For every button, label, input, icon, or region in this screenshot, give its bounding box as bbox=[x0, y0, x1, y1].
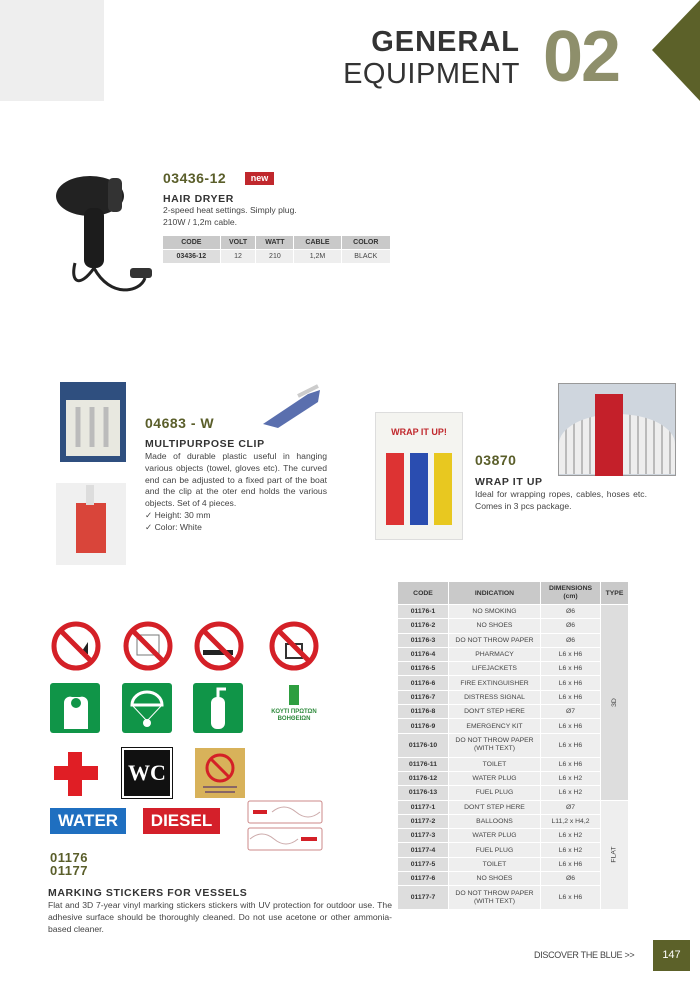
fuel-plug-sticker bbox=[143, 808, 220, 834]
cell: L6 x H6 bbox=[541, 719, 600, 732]
cell: 1,2M bbox=[294, 250, 340, 263]
clip-photo-image bbox=[258, 384, 326, 430]
cell: 01176-6 bbox=[398, 676, 448, 689]
cell: 01176-8 bbox=[398, 705, 448, 718]
cell: TOILET bbox=[449, 758, 540, 771]
cell: 01177-3 bbox=[398, 829, 448, 842]
water-label: WATER bbox=[57, 811, 119, 830]
table-row bbox=[398, 858, 628, 871]
cell: L6 x H6 bbox=[541, 734, 600, 757]
col-header: CODE bbox=[163, 236, 220, 249]
type-label: 3D bbox=[610, 697, 618, 707]
cell: Ø6 bbox=[541, 605, 600, 618]
cell: Ø6 bbox=[541, 634, 600, 647]
cell: 01177-1 bbox=[398, 801, 448, 814]
title-bold: GENERAL bbox=[371, 26, 520, 58]
pharmacy-cross-icon bbox=[50, 748, 102, 800]
cell: 01176-7 bbox=[398, 691, 448, 704]
section-number: 02 bbox=[543, 17, 620, 97]
hair-dryer-spec-table bbox=[162, 235, 391, 264]
cell: LIFEJACKETS bbox=[449, 662, 540, 675]
cell: NO SMOKING bbox=[449, 605, 540, 618]
clip-desc: Made of durable plastic useful in hanging various objects (towel, gloves etc). The curved end can be adjusted to a fixed part of the boat and the clip at the oter end holds the various objects. Set of 4 pieces. bbox=[145, 451, 327, 509]
cell: DO NOT THROW PAPER (WITH TEXT) bbox=[449, 886, 540, 909]
feature-text: Color: White bbox=[154, 522, 202, 532]
col-header: TYPE bbox=[601, 582, 628, 604]
clip-feature-color: ✓ Color: White bbox=[145, 522, 202, 532]
wrap-package-image bbox=[375, 412, 463, 540]
cell: WATER PLUG bbox=[449, 829, 540, 842]
cell: 01177-6 bbox=[398, 872, 448, 885]
diesel-label: DIESEL bbox=[150, 811, 213, 830]
cell: L6 x H2 bbox=[541, 786, 600, 799]
cell: BALLOONS bbox=[449, 815, 540, 828]
cell: L11,2 x H4,2 bbox=[541, 815, 600, 828]
type-label: FLAT bbox=[611, 846, 618, 864]
cell: L6 x H6 bbox=[541, 858, 600, 871]
balloons-sticker-icon bbox=[247, 800, 323, 852]
cell: NO SHOES bbox=[449, 619, 540, 632]
table-row bbox=[398, 605, 628, 618]
table-row bbox=[398, 886, 628, 909]
cell: DO NOT THROW PAPER (WITH TEXT) bbox=[449, 734, 540, 757]
table-row bbox=[398, 691, 628, 704]
table-row bbox=[398, 734, 628, 757]
cell: 01176-11 bbox=[398, 758, 448, 771]
lifejacket-sign-icon bbox=[50, 683, 102, 735]
stickers-desc: Flat and 3D 7-year vinyl marking stickers stickers with UV protection for outdoor use. The adhesive surface should be thoroughly cleaned. Do not use acetone or other ammonia-based cleaner. bbox=[48, 900, 392, 934]
table-row bbox=[398, 786, 628, 799]
cell: L6 x H6 bbox=[541, 691, 600, 704]
stickers-spec-table bbox=[397, 581, 629, 910]
title-light: EQUIPMENT bbox=[343, 58, 520, 90]
page-title bbox=[343, 26, 520, 90]
cell: 01176-1 bbox=[398, 605, 448, 618]
stickers-title: MARKING STICKERS FOR VESSELS bbox=[48, 887, 248, 899]
clip-gloves-image bbox=[56, 483, 126, 565]
no-paper-sign-icon bbox=[122, 620, 174, 672]
cell: 03436-12 bbox=[163, 250, 220, 263]
table-row bbox=[163, 250, 390, 263]
water-plug-sticker bbox=[50, 808, 126, 834]
no-smoking-sign-icon bbox=[193, 620, 245, 672]
table-row bbox=[398, 801, 628, 814]
table-row bbox=[398, 758, 628, 771]
corner-block bbox=[0, 0, 104, 101]
desc-line: 2-speed heat settings. Simply plug. bbox=[163, 205, 297, 215]
hair-dryer-title: HAIR DRYER bbox=[163, 193, 234, 205]
cell: Ø6 bbox=[541, 872, 600, 885]
desc-line: 210W / 1,2m cable. bbox=[163, 216, 238, 227]
wc-label: WC bbox=[128, 760, 166, 785]
col-header: CABLE bbox=[294, 236, 340, 249]
table-row bbox=[398, 772, 628, 785]
stickers-code-2: 01177 bbox=[50, 863, 88, 878]
cell: 01176-10 bbox=[398, 734, 448, 757]
fire-extinguisher-sign-icon bbox=[193, 683, 245, 735]
stickers-code-1: 01176 bbox=[50, 850, 88, 865]
cell: 01177-2 bbox=[398, 815, 448, 828]
new-badge: new bbox=[245, 172, 274, 185]
col-header: CODE bbox=[398, 582, 448, 604]
col-header: DIMENSIONS (cm) bbox=[541, 582, 600, 604]
hair-dryer-desc bbox=[163, 205, 297, 229]
col-header: INDICATION bbox=[449, 582, 540, 604]
table-row bbox=[398, 648, 628, 661]
first-aid-label: ΚΟΥΤΙ ΠΡΩΤΩΝ ΒΟΗΘΕΙΩΝ bbox=[271, 709, 317, 722]
distress-signal-sign-icon bbox=[122, 683, 174, 735]
clip-feature-height: ✓ Height: 30 mm bbox=[145, 510, 211, 520]
cell: 210 bbox=[256, 250, 293, 263]
table-row bbox=[398, 719, 628, 732]
sticker-gallery bbox=[50, 620, 325, 850]
cell: Ø6 bbox=[541, 619, 600, 632]
section-arrow-icon bbox=[652, 0, 700, 101]
cell: 01177-7 bbox=[398, 886, 448, 909]
cell: DON'T STEP HERE bbox=[449, 801, 540, 814]
table-row bbox=[398, 662, 628, 675]
hair-dryer-image bbox=[50, 168, 160, 303]
type-flat-cell bbox=[601, 801, 628, 910]
wrap-title: WRAP IT UP bbox=[475, 476, 543, 488]
cell: FUEL PLUG bbox=[449, 786, 540, 799]
cell: DON'T STEP HERE bbox=[449, 705, 540, 718]
wrap-photo-image bbox=[558, 383, 676, 476]
no-throw-paper-text-sign-icon bbox=[195, 748, 247, 800]
col-header: COLOR bbox=[342, 236, 390, 249]
table-row bbox=[398, 676, 628, 689]
cell: NO SHOES bbox=[449, 872, 540, 885]
cell: 01176-12 bbox=[398, 772, 448, 785]
cell: L6 x H6 bbox=[541, 886, 600, 909]
cell: Ø7 bbox=[541, 705, 600, 718]
cell: 01176-4 bbox=[398, 648, 448, 661]
first-aid-kit-sign-icon bbox=[270, 683, 318, 735]
cell: L6 x H2 bbox=[541, 829, 600, 842]
cell: TOILET bbox=[449, 858, 540, 871]
cell: 01176-5 bbox=[398, 662, 448, 675]
cell: 01176-2 bbox=[398, 619, 448, 632]
cell: L6 x H6 bbox=[541, 648, 600, 661]
cell: FUEL PLUG bbox=[449, 843, 540, 856]
wrap-code: 03870 bbox=[475, 452, 517, 468]
package-logo-text: WRAP IT UP! bbox=[391, 427, 447, 437]
hair-dryer-code: 03436-12 bbox=[163, 170, 227, 186]
no-shoes-sign-icon bbox=[50, 620, 102, 672]
cell: 01176-9 bbox=[398, 719, 448, 732]
wrap-desc: Ideal for wrapping ropes, cables, hoses etc. Comes in 3 pcs package. bbox=[475, 489, 647, 511]
no-throw-paper-sign-icon bbox=[268, 620, 320, 672]
cell: 01177-4 bbox=[398, 843, 448, 856]
cell: L6 x H6 bbox=[541, 758, 600, 771]
cell: EMERGENCY KIT bbox=[449, 719, 540, 732]
cell: 01176-3 bbox=[398, 634, 448, 647]
cell: L6 x H6 bbox=[541, 676, 600, 689]
clip-title: MULTIPURPOSE CLIP bbox=[145, 438, 265, 450]
cell: L6 x H2 bbox=[541, 843, 600, 856]
cell: L6 x H6 bbox=[541, 662, 600, 675]
cell: BLACK bbox=[342, 250, 390, 263]
cell: WATER PLUG bbox=[449, 772, 540, 785]
table-row bbox=[398, 634, 628, 647]
clip-code: 04683 - W bbox=[145, 415, 215, 431]
cell: PHARMACY bbox=[449, 648, 540, 661]
table-row bbox=[398, 619, 628, 632]
table-row bbox=[398, 829, 628, 842]
footer-tagline: DISCOVER THE BLUE >> bbox=[534, 950, 635, 960]
col-header: WATT bbox=[256, 236, 293, 249]
table-row bbox=[398, 872, 628, 885]
cell: 01177-5 bbox=[398, 858, 448, 871]
page-number: 147 bbox=[653, 940, 690, 971]
cell: FIRE EXTINGUISHER bbox=[449, 676, 540, 689]
cell: 12 bbox=[221, 250, 256, 263]
cell: DISTRESS SIGNAL bbox=[449, 691, 540, 704]
cell: DO NOT THROW PAPER bbox=[449, 634, 540, 647]
table-row bbox=[398, 815, 628, 828]
cell: L6 x H2 bbox=[541, 772, 600, 785]
toilet-sign-icon bbox=[122, 748, 172, 798]
col-header: VOLT bbox=[221, 236, 256, 249]
feature-text: Height: 30 mm bbox=[154, 510, 211, 520]
cell: Ø7 bbox=[541, 801, 600, 814]
table-row bbox=[398, 705, 628, 718]
table-row bbox=[398, 843, 628, 856]
type-3d-cell bbox=[601, 605, 628, 800]
clip-package-image bbox=[60, 382, 126, 462]
cell: 01176-13 bbox=[398, 786, 448, 799]
